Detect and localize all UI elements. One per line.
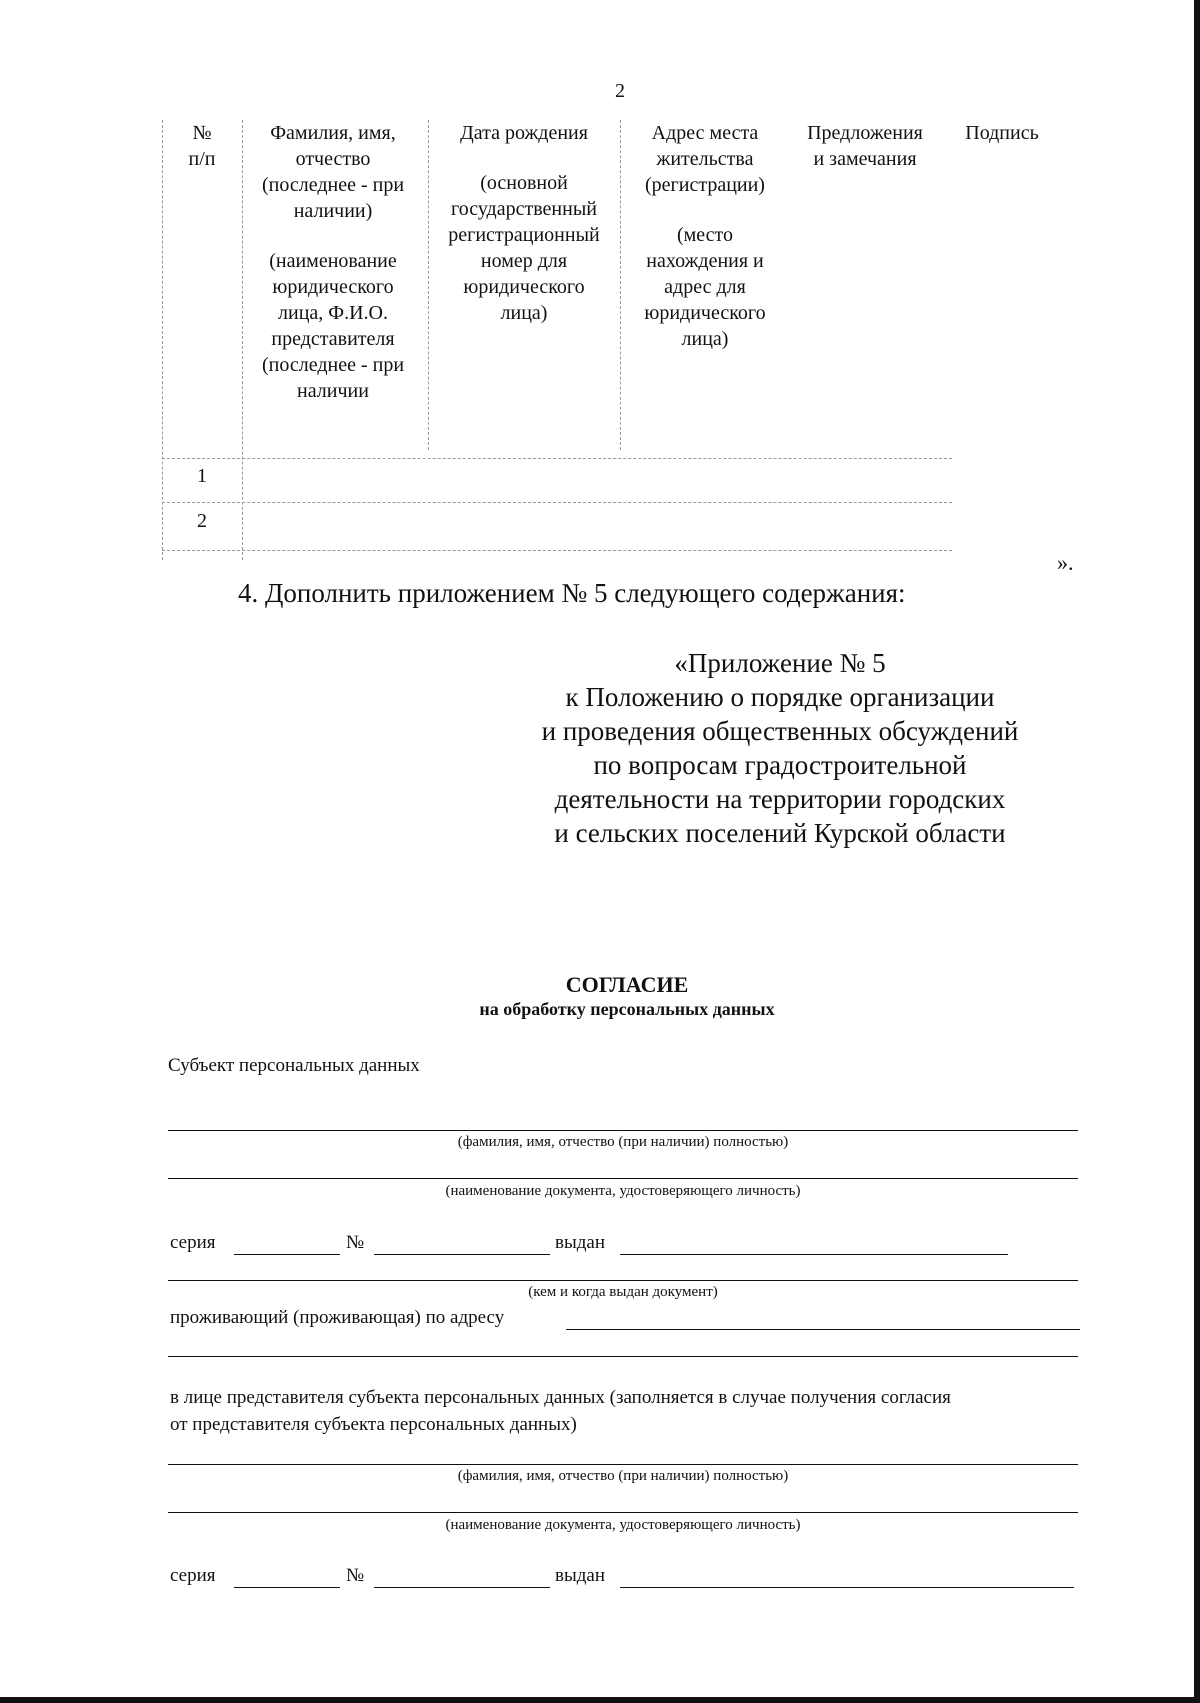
issued-by-hint: (кем и когда выдан документ)	[528, 1284, 718, 1300]
text-line: по вопросам градостроительной	[593, 750, 967, 780]
consent-subtitle: на обработку персональных данных	[479, 999, 775, 1019]
representative-text-line1: в лице представителя субъекта персональных данных (заполняется в случае получения согласия	[170, 1387, 951, 1408]
text-line: Адрес места	[651, 122, 759, 144]
text-line: государственный	[451, 198, 597, 220]
text-line: юридического	[272, 276, 394, 298]
text-line: номер для	[480, 250, 568, 272]
text-line: Подпись	[965, 122, 1039, 144]
rep-number-field-line[interactable]	[374, 1587, 550, 1588]
text-line: (последнее - при	[261, 174, 405, 196]
rep-fio-hint: (фамилия, имя, отчество (при наличии) полностью)	[457, 1468, 789, 1484]
address-field-line[interactable]	[566, 1329, 1080, 1330]
number-label: №	[346, 1232, 365, 1253]
address-label: проживающий (проживающая) по адресу	[170, 1307, 505, 1328]
text-line: отчество	[295, 148, 371, 170]
text-line: жительства	[656, 148, 754, 170]
page-edge-bottom	[0, 1697, 1200, 1703]
text-line: Дата рождения	[460, 122, 588, 144]
issued-label: выдан	[555, 1232, 606, 1253]
rep-fio-field-line[interactable]	[168, 1464, 1078, 1465]
fio-field-line[interactable]	[168, 1130, 1078, 1131]
text-line: лица, Ф.И.О.	[278, 302, 388, 324]
page-number: 2	[615, 80, 625, 102]
table-row-number: 2	[197, 510, 207, 532]
rep-issued-label: выдан	[555, 1565, 606, 1586]
header-number	[162, 120, 242, 172]
text-line: Фамилия, имя,	[270, 122, 396, 144]
header-signature	[952, 120, 1052, 146]
consent-title: СОГЛАСИЕ	[565, 972, 689, 997]
text-line: «Приложение № 5	[674, 648, 886, 678]
text-line: (наименование	[269, 250, 397, 272]
text-line: лица)	[500, 302, 548, 324]
header-birth-date	[428, 120, 620, 326]
text-line: наличии	[297, 380, 369, 402]
header-address	[620, 120, 790, 352]
text-line: к Положению о порядке организации	[565, 682, 995, 712]
representative-text-line2: от представителя субъекта персональных данных)	[170, 1414, 577, 1435]
address-field-line-2[interactable]	[168, 1356, 1078, 1357]
appendix-heading	[520, 646, 1040, 850]
participants-table	[162, 110, 1052, 552]
rep-document-field-line[interactable]	[168, 1512, 1078, 1513]
text-line: (регистрации)	[645, 174, 765, 196]
issued-by-field-line[interactable]	[168, 1280, 1078, 1281]
series-label: серия	[170, 1232, 216, 1253]
header-name	[247, 120, 419, 404]
text-line: (основной	[480, 172, 568, 194]
text-line	[620, 198, 790, 222]
rep-series-field-line[interactable]	[234, 1587, 340, 1588]
text-line: представителя	[271, 328, 395, 350]
text-line: юридического	[463, 276, 585, 298]
text-line: и сельских поселений Курской области	[554, 818, 1006, 848]
text-line: наличии)	[293, 200, 373, 222]
text-line: лица)	[681, 328, 729, 350]
text-line: и проведения общественных обсуждений	[541, 716, 1019, 746]
text-line: адрес для	[664, 276, 746, 298]
number-field-line[interactable]	[374, 1254, 550, 1255]
rep-series-label: серия	[170, 1565, 216, 1586]
subject-label: Субъект персональных данных	[168, 1055, 420, 1076]
amendment-text: 4. Дополнить приложением № 5 следующего содержания:	[238, 578, 906, 608]
fio-hint: (фамилия, имя, отчество (при наличии) полностью)	[457, 1134, 789, 1150]
text-line: №	[192, 122, 212, 144]
rep-document-hint: (наименование документа, удостоверяющего личность)	[445, 1517, 801, 1533]
text-line: деятельности на территории городских	[554, 784, 1006, 814]
issued-field-line[interactable]	[620, 1254, 1008, 1255]
rep-issued-field-line[interactable]	[620, 1587, 1074, 1588]
text-line: регистрационный	[448, 224, 600, 246]
text-line	[247, 224, 419, 248]
text-line: п/п	[188, 148, 216, 170]
text-line	[428, 146, 620, 170]
text-line: Предложения	[807, 122, 923, 144]
page-edge-right	[1194, 0, 1200, 1703]
header-proposals	[790, 120, 940, 172]
text-line: юридического	[644, 302, 766, 324]
text-line: нахождения и	[646, 250, 764, 272]
rep-number-label: №	[346, 1565, 365, 1586]
text-line: (последнее - при	[261, 354, 405, 376]
document-field-line[interactable]	[168, 1178, 1078, 1179]
document-hint: (наименование документа, удостоверяющего личность)	[445, 1183, 801, 1199]
text-line: и замечания	[813, 148, 917, 170]
text-line: (место	[676, 224, 734, 246]
closing-quote: ».	[1057, 550, 1074, 575]
series-field-line[interactable]	[234, 1254, 340, 1255]
table-row-number: 1	[197, 465, 207, 487]
